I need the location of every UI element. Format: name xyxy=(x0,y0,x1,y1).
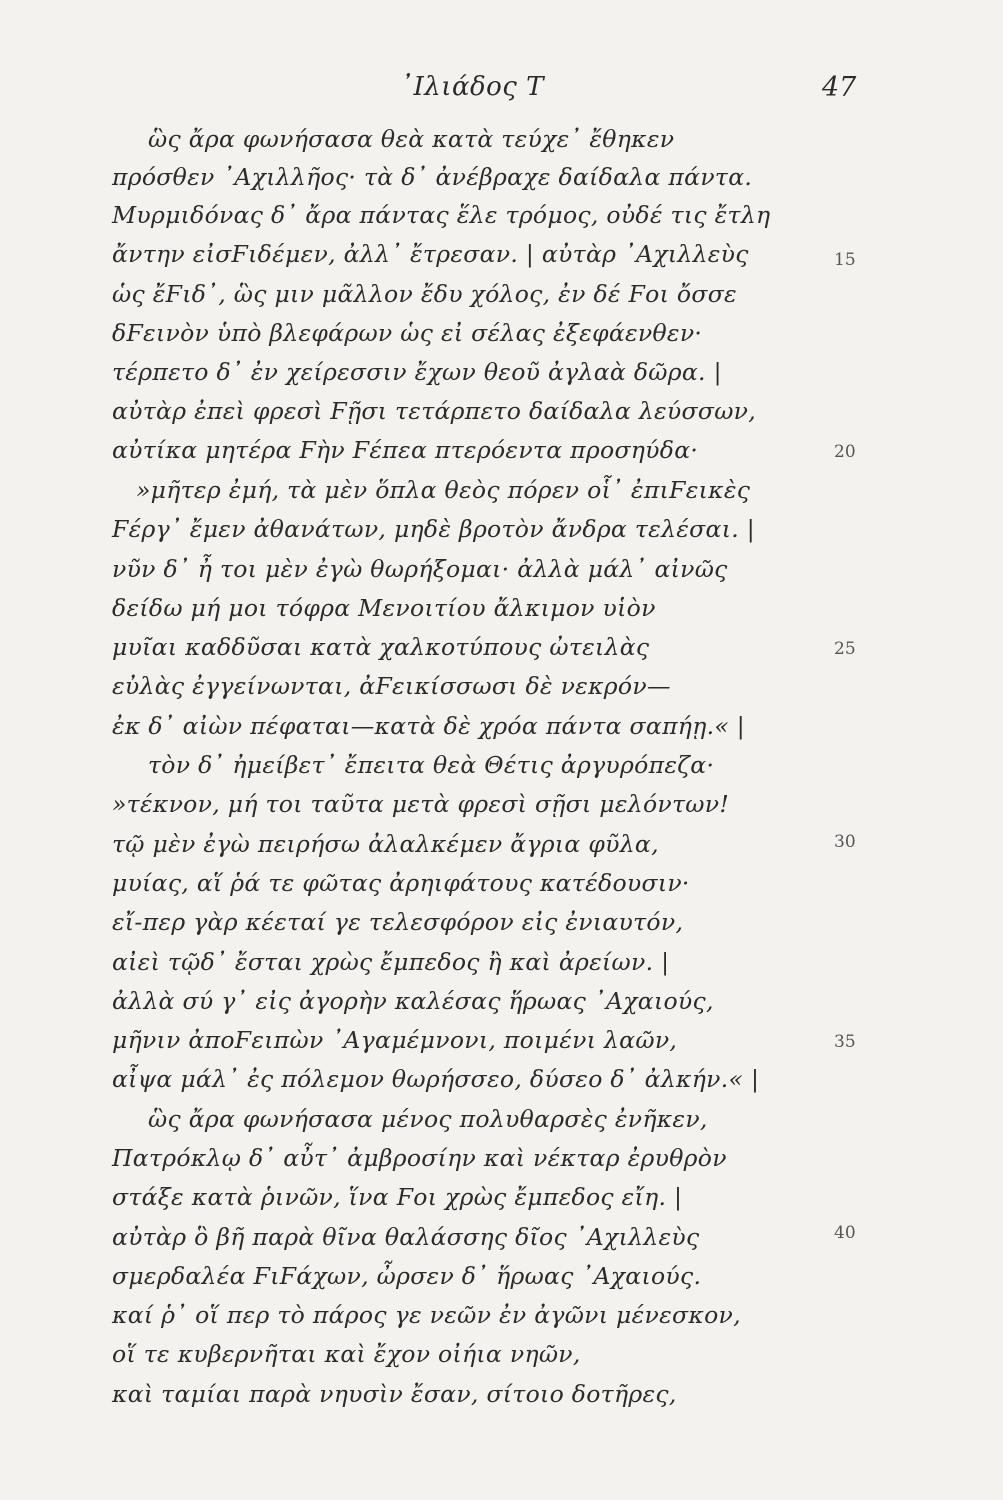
line-number: 25 xyxy=(834,639,856,659)
verse-line: ὣς ἄρα φωνήσασα μένος πολυθαρσὲς ἐνῆκεν, xyxy=(148,1105,708,1133)
verse-line: τῷ μὲν ἐγὼ πειρήσω ἀλαλκέμεν ἄγρια φῦλα, xyxy=(112,830,659,858)
verse-line: τέρπετο δ᾿ ἐν χείρεσσιν ἔχων θεοῦ ἀγλαὰ δῶρα. | xyxy=(112,358,722,386)
verse-line: δϜεινὸν ὑπὸ βλεφάρων ὡς εἰ σέλας ἐξεφάενθεν· xyxy=(112,319,703,347)
verse-line: μυῖαι καδδῦσαι κατὰ χαλκοτύπους ὠτειλὰς xyxy=(112,633,650,661)
verse-line: στάξε κατὰ ῥινῶν, ἵνα Ϝοι χρὼς ἔμπεδος εἴη. | xyxy=(112,1183,683,1211)
line-number: 40 xyxy=(834,1223,856,1243)
page-number: 47 xyxy=(822,72,857,103)
verse-line: οἵ τε κυβερνῆται καὶ ἔχον οἰήια νηῶν, xyxy=(112,1340,581,1368)
line-number: 30 xyxy=(834,832,856,852)
verse-line: πρόσθεν ᾿Αχιλλῆος· τὰ δ᾿ ἀνέβραχε δαίδαλα πάντα. xyxy=(112,163,753,191)
verse-line: σμερδαλέα ϜιϜάχων, ὦρσεν δ᾿ ἥρωας ᾿Αχαιούς. xyxy=(112,1262,702,1290)
verse-line: εὐλὰς ἐγγείνωνται, ἀϜεικίσσωσι δὲ νεκρόν— xyxy=(112,672,671,700)
verse-line: Μυρμιδόνας δ᾿ ἄρα πάντας ἕλε τρόμος, οὐδέ τις ἔτλη xyxy=(112,201,771,229)
verse-line: μῆνιν ἀποϜειπὼν ᾿Αγαμέμνονι, ποιμένι λαῶν, xyxy=(112,1026,678,1054)
verse-line: ἀλλὰ σύ γ᾿ εἰς ἀγορὴν καλέσας ἥρωας ᾿Αχαιούς, xyxy=(112,987,714,1015)
verse-line: αἰεὶ τῷδ᾿ ἔσται χρὼς ἔμπεδος ἢ καὶ ἀρείων. | xyxy=(112,948,670,976)
line-number: 35 xyxy=(834,1032,856,1052)
verse-line: καί ῥ᾿ οἵ περ τὸ πάρος γε νεῶν ἐν ἀγῶνι μένεσκον, xyxy=(112,1301,741,1329)
verse-line: μυίας, αἵ ῥά τε φῶτας ἀρηιφάτους κατέδουσιν· xyxy=(112,869,690,897)
verse-line: Ϝέργ᾿ ἔμεν ἀθανάτων, μηδὲ βροτὸν ἄνδρα τελέσαι. | xyxy=(112,515,755,543)
verse-line: αὐτὰρ ἐπεὶ φρεσὶ Ϝῇσι τετάρπετο δαίδαλα λεύσσων, xyxy=(112,397,757,425)
verse-line: ὣς ἄρα φωνήσασα θεὰ κατὰ τεύχε᾿ ἔθηκεν xyxy=(148,125,675,153)
line-number: 15 xyxy=(834,250,856,270)
verse-line: »τέκνον, μή τοι ταῦτα μετὰ φρεσὶ σῇσι μελόντων! xyxy=(112,790,730,818)
verse-line: ἄντην εἰσϜιδέμεν, ἀλλ᾿ ἔτρεσαν. | αὐτὰρ ᾿Αχιλλεὺς xyxy=(112,240,749,268)
verse-line: αὐτίκα μητέρα Ϝὴν Ϝέπεα πτερόεντα προσηύδα· xyxy=(112,436,699,464)
verse-line: νῦν δ᾿ ἦ τοι μὲν ἐγὼ θωρήξομαι· ἀλλὰ μάλ᾿ αἰνῶς xyxy=(112,555,728,583)
verse-line: ἐκ δ᾿ αἰὼν πέφαται—κατὰ δὲ χρόα πάντα σαπήῃ.« | xyxy=(112,712,746,740)
verse-line: εἴ-περ γὰρ κέεταί γε τελεσφόρον εἰς ἐνιαυτόν, xyxy=(112,908,684,936)
verse-line: Πατρόκλῳ δ᾿ αὖτ᾿ ἀμβροσίην καὶ νέκταρ ἐρυθρὸν xyxy=(112,1144,727,1172)
verse-line: »μῆτερ ἐμή, τὰ μὲν ὅπλα θεὸς πόρεν οἷ᾿ ἐπιϜεικὲς xyxy=(136,476,751,504)
verse-line: αἶψα μάλ᾿ ἐς πόλεμον θωρήσσεο, δύσεο δ᾿ ἀλκήν.« | xyxy=(112,1065,760,1093)
verse-line: ὡς ἔϜιδ᾿, ὣς μιν μᾶλλον ἔδυ χόλος, ἐν δέ Ϝοι ὄσσε xyxy=(112,280,737,308)
line-number: 20 xyxy=(834,442,856,462)
page-title: ᾿Ιλιάδος Τ xyxy=(400,72,544,102)
verse-line: αὐτὰρ ὃ βῆ παρὰ θῖνα θαλάσσης δῖος ᾿Αχιλλεὺς xyxy=(112,1223,700,1251)
verse-line: καὶ ταμίαι παρὰ νηυσὶν ἔσαν, σίτοιο δοτῆρες, xyxy=(112,1380,677,1408)
verse-line: τὸν δ᾿ ἠμείβετ᾿ ἔπειτα θεὰ Θέτις ἀργυρόπεζα· xyxy=(148,751,715,779)
verse-line: δείδω μή μοι τόφρα Μενοιτίου ἄλκιμον υἱὸν xyxy=(112,594,656,622)
